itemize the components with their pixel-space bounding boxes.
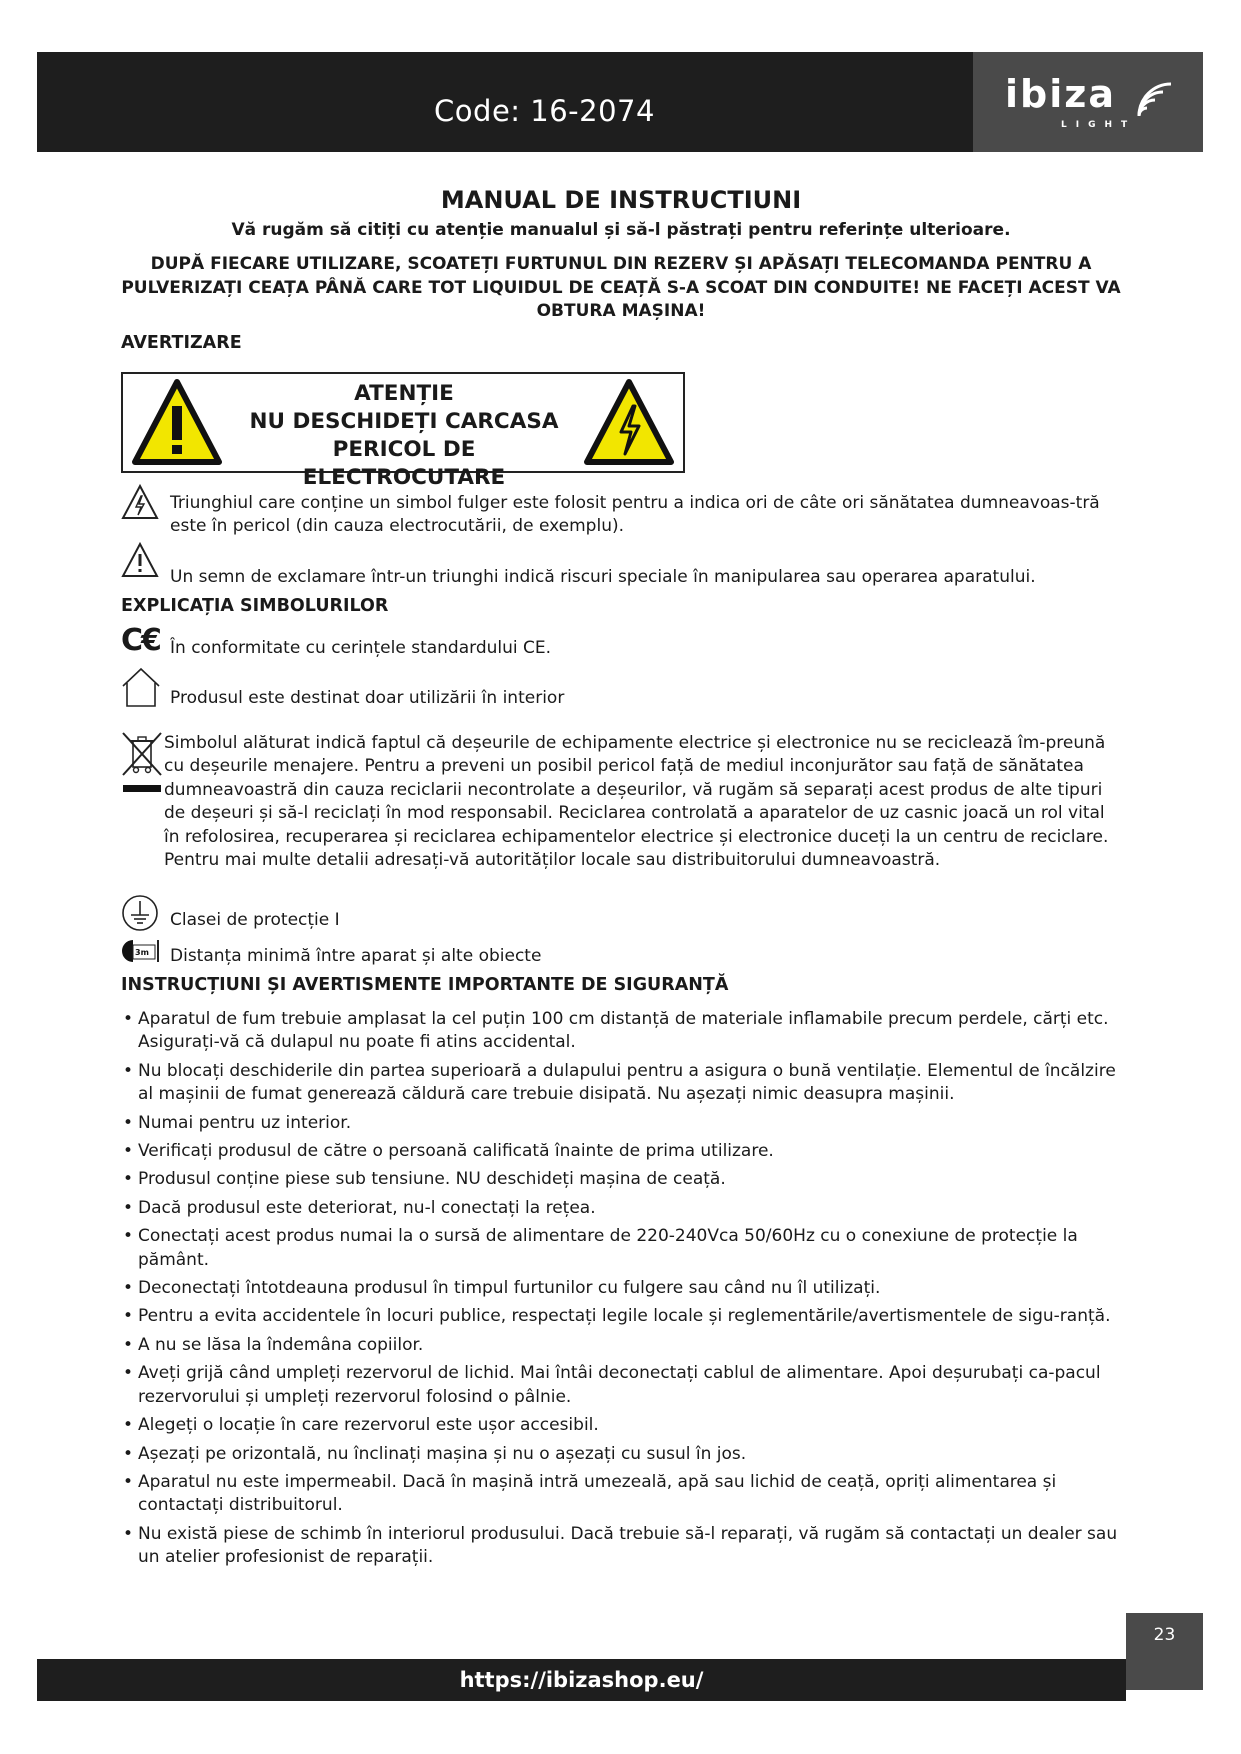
signal-waves-icon	[1135, 82, 1179, 122]
bullet-text: Produsul conține piese sub tensiune. NU deschideți mașina de ceață.	[138, 1169, 726, 1190]
class1-note: Clasei de protecție I	[170, 910, 340, 930]
bullet-text: Dacă produsul este deteriorat, nu-l conectați la rețea.	[138, 1197, 596, 1218]
indoor-note: Produsul este destinat doar utilizării în interior	[170, 688, 565, 708]
product-code: Code: 16-2074	[434, 94, 655, 128]
list-item	[121, 1140, 1121, 1163]
bullet-marker: •	[123, 1278, 134, 1299]
page-content	[121, 186, 1121, 1568]
warning-box-line-2: NU DESCHIDEȚI CARCASA	[249, 409, 559, 434]
exclamation-triangle-icon	[121, 542, 159, 578]
bullet-text: Deconectați întotdeauna produsul în timpul furtunilor cu fulgere sau când nu îl utilizați.	[138, 1278, 881, 1299]
list-item	[121, 1471, 1121, 1518]
logo-wordmark: ibiza	[1005, 72, 1117, 116]
bullet-marker: •	[123, 1141, 134, 1162]
bullet-marker: •	[123, 1363, 134, 1384]
min-distance-icon-label: 3m	[135, 948, 149, 957]
protection-class-1-icon	[121, 894, 159, 932]
lightning-triangle-icon	[121, 484, 159, 520]
page-number: 23	[1126, 1613, 1203, 1690]
brand-logo	[973, 52, 1203, 152]
lightning-warning-icon	[583, 378, 675, 468]
logo-subtitle: LIGHT	[1061, 120, 1137, 130]
bullet-text: Aparatul de fum trebuie amplasat la cel puțin 100 cm distanță de materiale inflamabile precum perdele, cărți etc. Asigurați-vă că dulapul nu poate fi atins accidental.	[138, 1009, 1109, 1053]
weee-note	[164, 732, 1124, 872]
bullet-marker: •	[123, 1306, 134, 1327]
list-item	[121, 1060, 1121, 1107]
bullet-marker: •	[123, 1334, 134, 1355]
bullet-marker: •	[123, 1226, 134, 1247]
warning-box-line-1: ATENȚIE	[354, 381, 454, 406]
list-item	[121, 1305, 1121, 1328]
list-item	[121, 1008, 1121, 1055]
warning-box-line-3: PERICOL DE ELECTROCUTARE	[302, 437, 506, 490]
list-item	[121, 1277, 1121, 1300]
caps-warning: DUPĂ FIECARE UTILIZARE, SCOATEȚI FURTUNUL DIN REZERV ȘI APĂSAȚI TELECOMANDA PENTRU A PULVERIZAȚI CEAȚA PÂNĂ CARE TOT LIQUIDUL DE CEAȚĂ S-A SCOAT DIN CONDUITE! NE FACEȚI ACEST VA OBTURA MAȘINA!	[121, 254, 1121, 321]
bullet-marker: •	[123, 1112, 134, 1133]
house-indoor-icon	[121, 666, 161, 708]
distance-note: Distanța minimă între aparat și alte obiecte	[170, 946, 542, 966]
list-item	[121, 1197, 1121, 1220]
header-bar	[37, 52, 1203, 152]
bullet-text: Conectați acest produs numai la o sursă de alimentare de 220-240Vca 50/60Hz cu o conexiune de protecție la pământ.	[138, 1226, 1078, 1270]
list-item	[121, 1414, 1121, 1437]
list-item	[121, 1168, 1121, 1191]
list-item	[121, 1523, 1121, 1570]
min-distance-icon	[121, 938, 161, 964]
warning-heading: AVERTIZARE	[121, 332, 242, 353]
list-item	[121, 1443, 1121, 1466]
list-item	[121, 1225, 1121, 1272]
warning-box-text	[229, 380, 579, 492]
bullet-marker: •	[123, 1197, 134, 1218]
safety-heading: INSTRUCȚIUNI ȘI AVERTISMENTE IMPORTANTE DE SIGURANȚĂ	[121, 975, 729, 995]
ce-mark-icon: C€	[121, 623, 160, 658]
symbols-heading: EXPLICAȚIA SIMBOLURILOR	[121, 596, 389, 616]
bullet-text: Pentru a evita accidentele în locuri publice, respectați legile locale și reglementările/avertismentele de sigu-ranță.	[138, 1306, 1111, 1327]
bullet-text: Numai pentru uz interior.	[138, 1112, 352, 1133]
bullet-text: Aveți grijă când umpleți rezervorul de lichid. Mai întâi deconectați cablul de alimentare. Apoi deșurubați ca-pacul rezervorului și umpleți rezervorul folosind o pâlnie.	[138, 1363, 1101, 1407]
lightning-note: Triunghiul care conține un simbol fulger este folosit pentru a indica ori de câte ori sănătatea dumneavoas-tră este în pericol (din cauza electrocutării, de exemplu).	[170, 493, 1100, 537]
bullet-text: Așezați pe orizontală, nu înclinați mașina și nu o așezați cu susul în jos.	[138, 1443, 747, 1464]
weee-note-lead	[164, 732, 1124, 871]
bullet-marker: •	[123, 1060, 134, 1081]
footer-url-link[interactable]: https://ibizashop.eu/	[37, 1659, 1126, 1701]
safety-bullet-list	[121, 1008, 1121, 1575]
bullet-text: Alegeți o locație în care rezervorul este ușor accesibil.	[138, 1415, 599, 1436]
bullet-text: Nu există piese de schimb în interiorul produsului. Dacă trebuie să-l reparați, vă rugăm să contactați un dealer sau un atelier profesionist de reparații.	[138, 1523, 1118, 1568]
bullet-marker: •	[123, 1009, 134, 1029]
exclamation-note: Un semn de exclamare într-un triunghi indică riscuri speciale în manipularea sau operarea aparatului.	[170, 567, 1036, 587]
warning-box	[121, 372, 685, 490]
page-subtitle: Vă rugăm să citiți cu atenție manualul și să-l păstrați pentru referințe ulterioare.	[231, 220, 1011, 240]
bullet-text: Aparatul nu este impermeabil. Dacă în mașină intră umezeală, apă sau lichid de ceață, opriți alimentarea și contactați distribuitorul.	[138, 1471, 1057, 1516]
bullet-marker: •	[123, 1523, 134, 1544]
exclamation-warning-icon	[131, 378, 223, 468]
list-item	[121, 1334, 1121, 1357]
bullet-text: A nu se lăsa la îndemâna copiilor.	[138, 1334, 424, 1355]
list-item	[121, 1112, 1121, 1135]
list-item	[121, 1362, 1121, 1409]
bullet-marker: •	[123, 1443, 134, 1464]
bullet-text: Verificați produsul de către o persoană calificată înainte de prima utilizare.	[138, 1141, 774, 1162]
weee-note-text: Simbolul alăturat indică faptul că deșeurile de echipamente electrice și electronice nu se reciclează îm-preună cu deșeurile menajere. Pentru a preveni un posibil pericol față de mediul inconjurător sau față de sănătatea dumneavoastră din cauza reciclarii necontrolate a deșeurilor, vă rugăm să separați acest produs de alte tipuri de deșeuri și să-l reciclați în mod responsabil. Reciclarea controlată a aparatelor de uz casnic joacă un rol vital în refolosirea, recuperarea și reciclarea echipamentelor electrice și electronice duceți la un centru de reciclare. Pentru mai multe detalii adresați-vă autorităților locale sau distribuitorului dumneavoastră.	[164, 733, 1109, 871]
weee-bin-icon	[121, 731, 163, 793]
bullet-marker: •	[123, 1415, 134, 1436]
page-title: MANUAL DE INSTRUCTIUNI	[440, 186, 802, 214]
bullet-marker: •	[123, 1471, 134, 1492]
bullet-text: Nu blocați deschiderile din partea superioară a dulapului pentru a asigura o bună ventilație. Elementul de încălzire al mașinii de fumat generează căldură care trebuie disipată. Nu așezați nimic deasupra mașinii.	[138, 1060, 1116, 1105]
ce-note: În conformitate cu cerințele standardului CE.	[170, 638, 552, 658]
bullet-marker: •	[123, 1169, 134, 1190]
